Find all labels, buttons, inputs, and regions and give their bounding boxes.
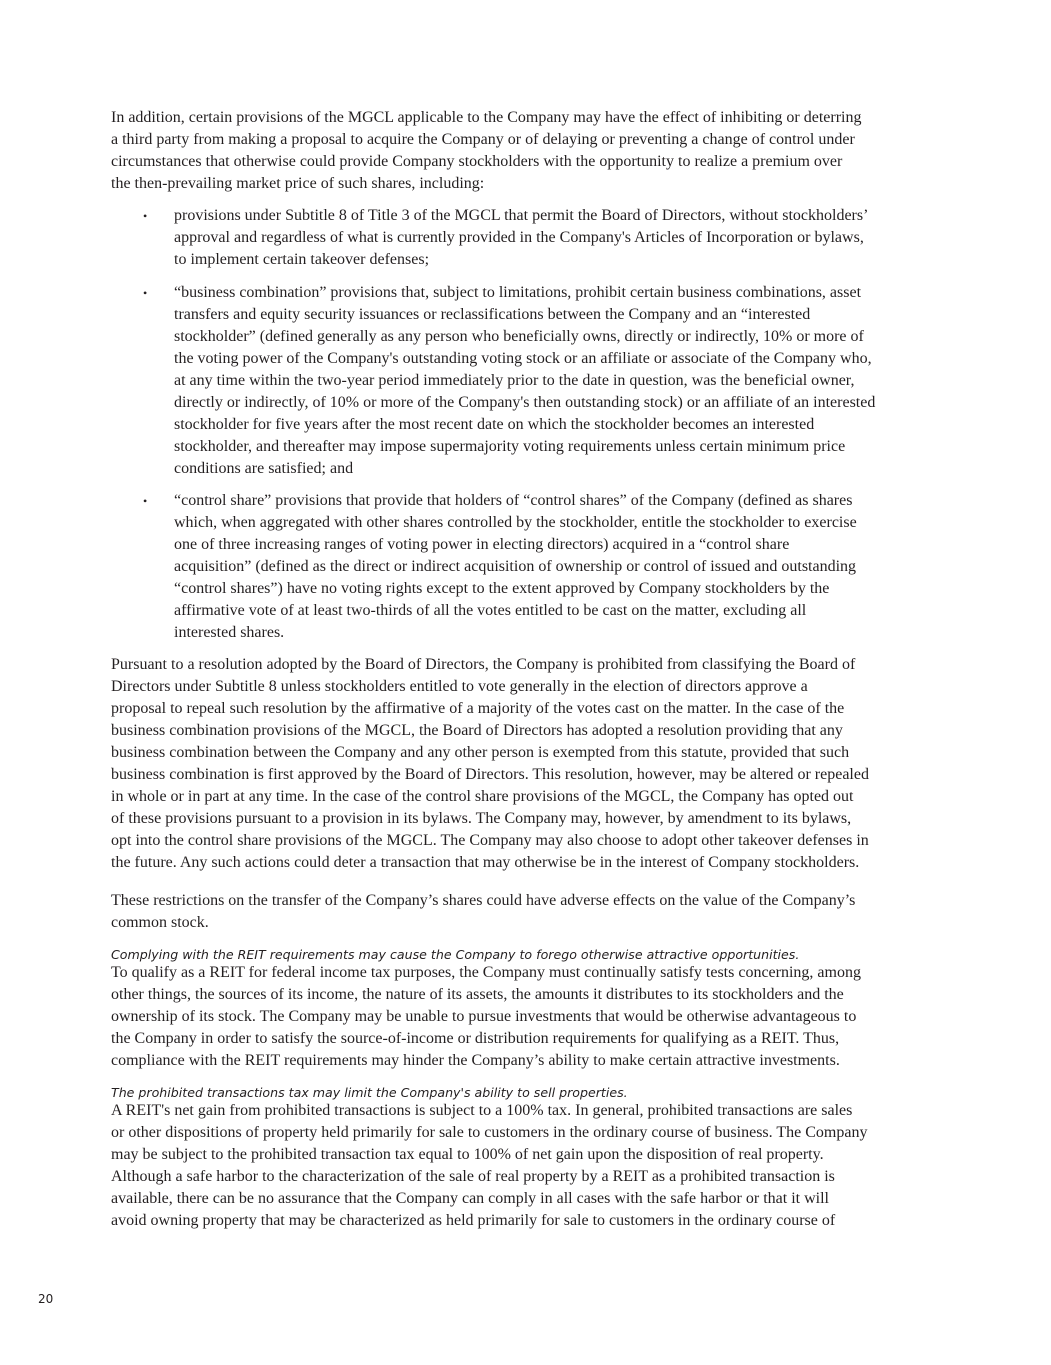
text-line: business combination is first approved by the Board of Directors. This resolution, however, may be altered or repealed xyxy=(111,766,869,783)
text-line: may be subject to the prohibited transaction tax equal to 100% of net gain upon the disposition of real property. xyxy=(111,1146,824,1163)
text-line: transfers and equity security issuances or reclassifications between the Company and an “interested xyxy=(174,306,811,323)
text-line: stockholder, and thereafter may impose supermajority voting requirements unless certain minimum price xyxy=(174,438,846,455)
text-line: one of three increasing ranges of voting power in electing directors) acquired in a “control share xyxy=(174,536,790,553)
text-line: at any time within the two-year period immediately prior to the date in question, was the beneficial owner, xyxy=(174,372,855,389)
bullet-icon: • xyxy=(143,494,148,508)
text-line: To qualify as a REIT for federal income tax purposes, the Company must continually satisfy tests concerning, among xyxy=(111,964,861,981)
text-line: provisions under Subtitle 8 of Title 3 of the MGCL that permit the Board of Directors, without stockholders’ xyxy=(174,207,869,224)
paragraph-resolution xyxy=(111,654,869,874)
bullet-business-combination xyxy=(143,282,876,480)
text-line: “business combination” provisions that, subject to limitations, prohibit certain business combinations, asset xyxy=(174,284,862,301)
text-line: circumstances that otherwise could provide Company stockholders with the opportunity to realize a premium over xyxy=(111,153,843,170)
text-line: directly or indirectly, of 10% or more of the Company's then outstanding stock) or an affiliate of an interested xyxy=(174,394,876,411)
text-line: “control shares”) have no voting rights except to the extent approved by Company stockholders by the xyxy=(174,580,830,597)
text-line: avoid owning property that may be characterized as held primarily for sale to customers in the ordinary course of xyxy=(111,1212,836,1229)
paragraph-intro xyxy=(111,107,861,195)
text-line: approval and regardless of what is currently provided in the Company's Articles of Incorporation or bylaws, xyxy=(174,229,864,246)
text-line: proposal to repeal such resolution by the affirmative of a majority of the votes cast on the matter. In the case of the xyxy=(111,700,845,717)
text-line: ownership of its stock. The Company may be unable to pursue investments that would be otherwise advantageous to xyxy=(111,1008,857,1025)
text-line: affirmative vote of at least two-thirds of all the votes entitled to be cast on the matter, excluding all xyxy=(174,602,807,619)
text-line: the future. Any such actions could deter a transaction that may otherwise be in the interest of Company stockholders. xyxy=(111,854,860,871)
paragraph-reit-qualify xyxy=(111,962,861,1072)
text-line: to implement certain takeover defenses; xyxy=(174,251,430,268)
text-line: A REIT's net gain from prohibited transactions is subject to a 100% tax. In general, prohibited transactions are sales xyxy=(111,1102,853,1119)
text-line: acquisition” (defined as the direct or indirect acquisition of ownership or control of issued and outstanding xyxy=(174,558,857,575)
text-line: in whole or in part at any time. In the case of the control share provisions of the MGCL, the Company has opted out xyxy=(111,788,854,805)
section-heading-reit-requirements: Complying with the REIT requirements may cause the Company to forego otherwise attractive opportunities. xyxy=(111,947,800,962)
text-line: of these provisions pursuant to a provision in its bylaws. The Company may, however, by amendment to its bylaws, xyxy=(111,810,852,827)
text-line: compliance with the REIT requirements may hinder the Company’s ability to make certain attractive investments. xyxy=(111,1052,840,1069)
bullet-icon: • xyxy=(143,286,148,300)
text-line: business combination between the Company and any other person is exempted from this statute, provided that such xyxy=(111,744,850,761)
text-line: business combination provisions of the MGCL, the Board of Directors has adopted a resolution providing that any xyxy=(111,722,843,739)
text-line: interested shares. xyxy=(174,624,285,641)
text-line: Pursuant to a resolution adopted by the Board of Directors, the Company is prohibited from classifying the Board of xyxy=(111,656,856,673)
text-line: conditions are satisfied; and xyxy=(174,460,354,477)
text-line: “control share” provisions that provide that holders of “control shares” of the Company (defined as shares xyxy=(174,492,853,509)
bullet-subtitle-8 xyxy=(143,205,869,271)
text-line: the then-prevailing market price of such shares, including: xyxy=(111,175,485,192)
text-line: the voting power of the Company's outstanding voting stock or an affiliate or associate of the Company who, xyxy=(174,350,872,367)
text-line: or other dispositions of property held primarily for sale to customers in the ordinary course of business. The Company xyxy=(111,1124,868,1141)
bullet-control-share xyxy=(143,490,857,644)
text-line: stockholder for five years after the most recent date on which the stockholder becomes an interested xyxy=(174,416,815,433)
text-line: common stock. xyxy=(111,914,209,931)
section-heading-prohibited-transactions: The prohibited transactions tax may limit the Company's ability to sell properties. xyxy=(111,1085,628,1100)
text-line: opt into the control share provisions of the MGCL. The Company may also choose to adopt other takeover defenses in xyxy=(111,832,869,849)
text-line: In addition, certain provisions of the MGCL applicable to the Company may have the effect of inhibiting or deterring xyxy=(111,109,862,126)
text-line: stockholder” (defined generally as any person who beneficially owns, directly or indirectly, 10% or more of xyxy=(174,328,864,345)
text-line: Directors under Subtitle 8 unless stockholders entitled to vote generally in the election of directors approve a xyxy=(111,678,808,695)
paragraph-prohibited-tax xyxy=(111,1100,867,1232)
page-number: 20 xyxy=(38,1292,54,1306)
text-line: other things, the sources of its income, the nature of its assets, the amounts it distributes to its stockholders and the xyxy=(111,986,844,1003)
text-line: the Company in order to satisfy the source-of-income or distribution requirements for qualifying as a REIT. Thus, xyxy=(111,1030,840,1047)
text-line: a third party from making a proposal to acquire the Company or of delaying or preventing a change of control under xyxy=(111,131,855,148)
text-line: Although a safe harbor to the characterization of the sale of real property by a REIT as a prohibited transaction is xyxy=(111,1168,835,1185)
bullet-icon: • xyxy=(143,209,148,223)
text-line: These restrictions on the transfer of the Company’s shares could have adverse effects on the value of the Company’s xyxy=(111,892,856,909)
text-line: available, there can be no assurance that the Company can comply in all cases with the safe harbor or that it will xyxy=(111,1190,829,1207)
text-line: which, when aggregated with other shares controlled by the stockholder, entitle the stockholder to exercise xyxy=(174,514,857,531)
paragraph-restrictions xyxy=(111,890,855,934)
